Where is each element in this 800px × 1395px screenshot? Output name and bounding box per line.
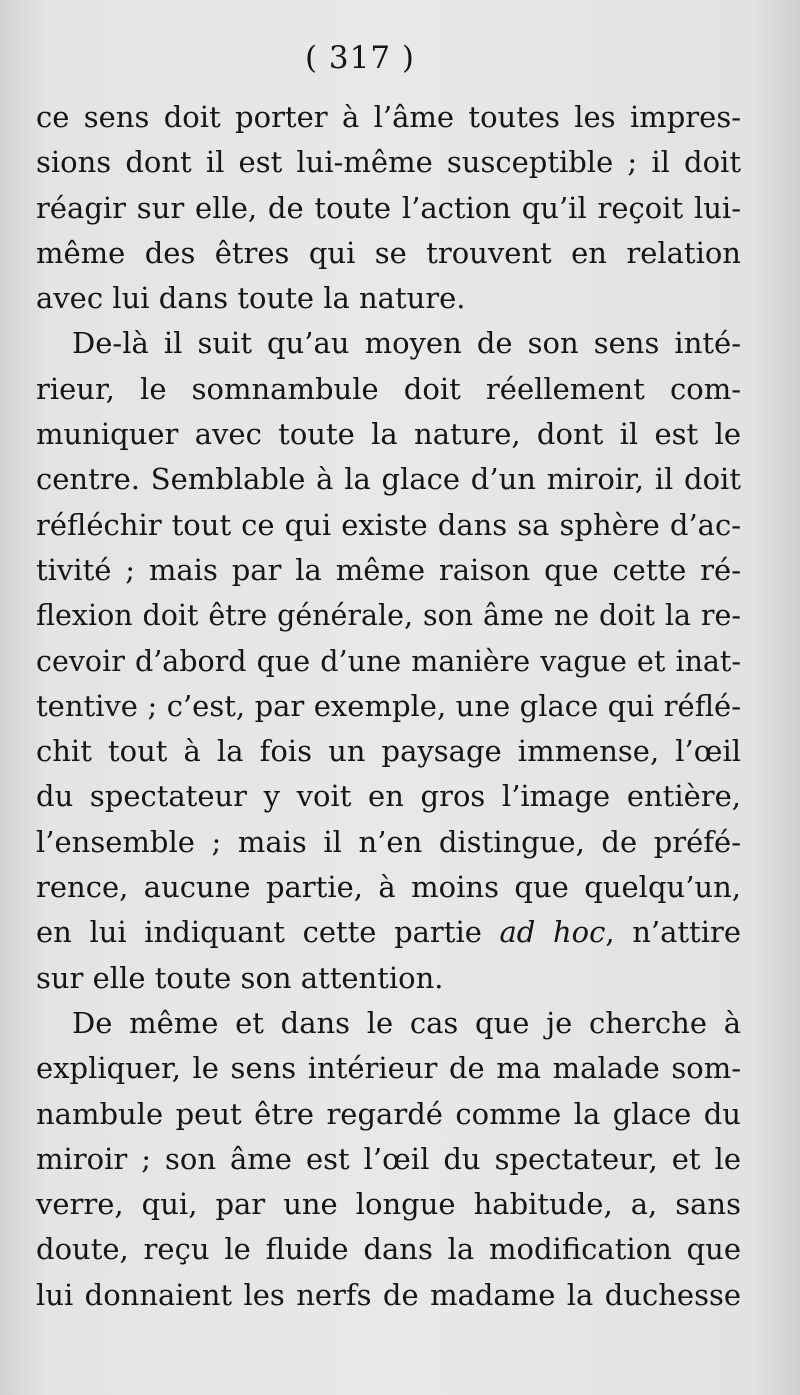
text-line: rence, aucune partie, à moins que quelqu’un, [36,870,741,905]
text-line: ce sens doit porter à l’âme toutes les impres- [36,100,741,134]
text-segment: en lui indiquant cette partie [36,915,500,950]
text-line: même des êtres qui se trouvent en relation [36,235,741,270]
text-line: réagir sur elle, de toute l’action qu’il reçoit lui- [36,190,741,225]
text-line-with-italic [36,910,741,955]
text-line: l’ensemble ; mais il n’en distingue, de préfé- [36,824,741,859]
text-segment: , n’attire [605,915,742,950]
italic-phrase: ad hoc [499,915,606,950]
text-line: du spectateur y voit en gros l’image entière, [36,779,741,814]
text-line: flexion doit être générale, son âme ne doit la re- [36,599,741,633]
text-line: lui donnaient les nerfs de madame la duchesse [36,1277,741,1312]
text-line: sions dont il est lui-même susceptible ; il doit [36,145,741,180]
text-line: cevoir d’abord que d’une manière vague et inat- [36,644,741,678]
text-line: verre, qui, par une longue habitude, a, sans [36,1187,741,1222]
text-line: centre. Semblable à la glace d’un miroir, il doit [36,462,741,497]
text-line: De même et dans le cas que je cherche à [72,1005,741,1040]
text-line: nambule peut être regardé comme la glace du [36,1096,741,1131]
text-line: réfléchir tout ce qui existe dans sa sphère d’ac- [36,507,741,542]
text-line: sur elle toute son attention. [36,960,444,995]
text-line: avec lui dans toute la nature. [36,281,466,316]
body-text [36,95,741,1318]
page-number: ( 317 ) [304,40,416,76]
text-line: rieur, le somnambule doit réellement com- [36,371,741,406]
text-line: tentive ; c’est, par exemple, une glace qui réflé- [36,688,741,723]
text-line: tivité ; mais par la même raison que cette ré- [36,552,741,587]
text-line: chit tout à la fois un paysage immense, l’œil [36,734,741,769]
text-line: doute, reçu le fluide dans la modification que [36,1232,741,1267]
text-line: expliquer, le sens intérieur de ma malade som- [36,1051,741,1086]
text-line: miroir ; son âme est l’œil du spectateur, et le [36,1141,741,1176]
text-line: De-là il suit qu’au moyen de son sens inté- [72,326,741,361]
text-line: muniquer avec toute la nature, dont il est le [36,417,741,452]
